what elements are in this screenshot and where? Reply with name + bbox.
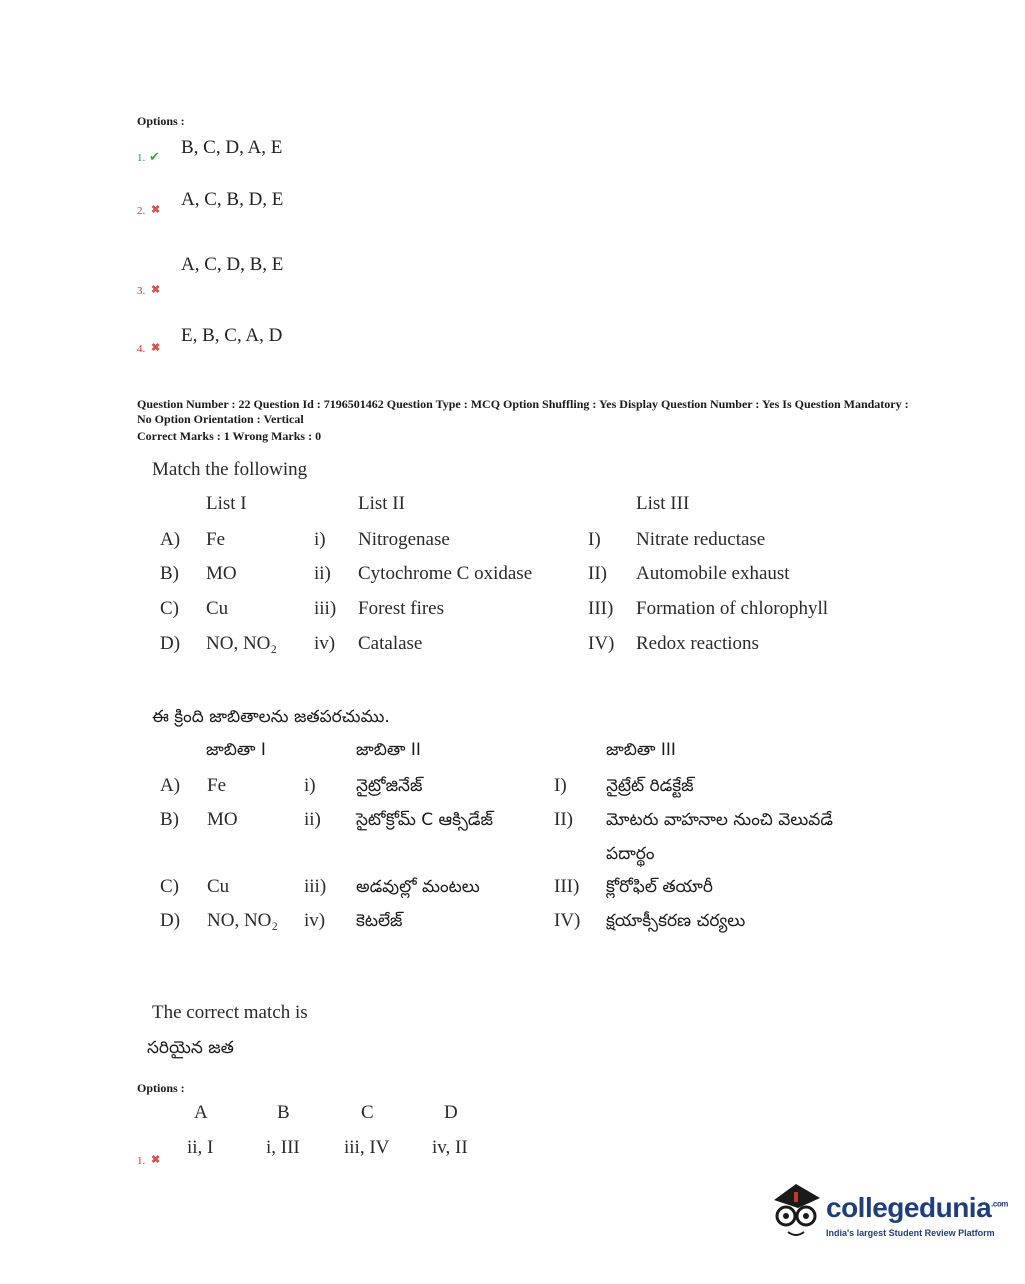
list-header: జాబితా I — [206, 740, 266, 760]
list1-item: MO — [206, 563, 237, 584]
answer-header: A — [194, 1102, 208, 1123]
list1-item: MO — [207, 809, 238, 830]
option-number: 2. — [137, 205, 146, 217]
row-key: D) — [160, 633, 181, 654]
list3-item: క్లోరోఫిల్ తయారీ — [606, 877, 713, 897]
row-key: C) — [160, 876, 179, 897]
list2-item: Cytochrome C oxidase — [358, 563, 533, 584]
option-text: B, C, D, A, E — [181, 137, 283, 158]
row-key: III) — [588, 598, 614, 619]
question-closing-telugu: సరియైన జత — [147, 1038, 234, 1058]
list-header: List I — [206, 493, 247, 514]
row-key: IV) — [588, 633, 615, 654]
row-key: i) — [314, 529, 326, 550]
list2-item: నైట్రోజినేజ్ — [356, 776, 423, 796]
row-key: i) — [304, 775, 316, 796]
list3-item: Automobile exhaust — [636, 563, 790, 584]
list2-item: Nitrogenase — [358, 529, 450, 550]
question-prompt-telugu: ఈ క్రింది జాబితాలను జతపరచుము. — [152, 707, 390, 727]
list1-item: Cu — [206, 598, 229, 619]
row-key: II) — [588, 563, 607, 584]
list3-item: Formation of chlorophyll — [636, 598, 829, 619]
option-number: 1. — [137, 152, 146, 164]
answer-header: C — [361, 1102, 374, 1123]
row-key: I) — [554, 775, 567, 796]
cross-icon: ✖ — [151, 284, 161, 296]
row-key: II) — [554, 809, 573, 830]
list1-item: Fe — [207, 775, 226, 796]
question-marks: Correct Marks : 1 Wrong Marks : 0 — [137, 429, 322, 443]
logo-tagline: India's largest Student Review Platform — [826, 1228, 995, 1238]
list-header: List III — [636, 493, 690, 514]
option-value: iv, II — [432, 1137, 468, 1158]
list1-item: Cu — [207, 876, 230, 897]
cross-icon: ✖ — [151, 342, 161, 354]
list3-item-continued: పదార్థం — [606, 844, 655, 864]
list3-item: నైట్రేట్ రిడక్టేజ్ — [606, 776, 694, 796]
row-key: IV) — [554, 910, 581, 931]
row-key: B) — [160, 563, 179, 584]
list3-item: Redox reactions — [636, 633, 759, 654]
list1-item: NO, NO₂ — [207, 910, 279, 931]
cross-icon: ✖ — [151, 204, 161, 216]
row-key: iv) — [304, 910, 326, 931]
list3-item: Nitrate reductase — [636, 529, 766, 550]
row-key: iii) — [314, 598, 337, 619]
question-meta: Question Number : 22 Question Id : 7196501462 Question Type : MCQ Option Shuffling : Yes Display Question Number : Yes Is Question Mandatory : No Option Orientation : Vertical — [137, 397, 909, 426]
list2-item: Catalase — [358, 633, 423, 654]
option-value: iii, IV — [344, 1137, 390, 1158]
question-closing: The correct match is — [152, 1002, 308, 1023]
option-value: ii, I — [187, 1137, 214, 1158]
row-key: C) — [160, 598, 179, 619]
list-header: List II — [358, 493, 405, 514]
cross-icon: ✖ — [151, 1154, 161, 1166]
option-number: 3. — [137, 285, 146, 297]
logo-brand-text: collegedunia — [826, 1192, 992, 1223]
row-key: iii) — [304, 876, 327, 897]
logo-suffix: .com — [991, 1199, 1008, 1209]
list3-item: మోటరు వాహనాల నుంచి వెలువడే — [606, 810, 833, 830]
answer-header: D — [444, 1102, 458, 1123]
list2-item: కెటలేజ్ — [356, 911, 403, 931]
row-key: I) — [588, 529, 601, 550]
row-key: ii) — [304, 809, 321, 830]
list-header: జాబితా III — [606, 740, 676, 760]
list2-item: Forest fires — [358, 598, 445, 619]
collegedunia-logo — [768, 1178, 1008, 1248]
list1-item: Fe — [206, 529, 225, 550]
row-key: A) — [160, 775, 181, 796]
list3-item: క్షయాక్సీకరణ చర్యలు — [606, 911, 746, 931]
list-header: జాబితా II — [356, 740, 421, 760]
option-text: A, C, D, B, E — [181, 254, 284, 275]
options-label: Options : — [137, 1081, 185, 1095]
list2-item: అడవుల్లో మంటలు — [356, 877, 480, 897]
list2-item: సైటోక్రోమ్ C ఆక్సిడేజ్ — [356, 810, 493, 830]
check-icon: ✔ — [149, 149, 160, 164]
option-text: E, B, C, A, D — [181, 325, 283, 346]
options-label: Options : — [137, 114, 185, 128]
row-key: B) — [160, 809, 179, 830]
question-prompt: Match the following — [152, 459, 308, 480]
row-key: D) — [160, 910, 181, 931]
row-key: A) — [160, 529, 181, 550]
row-key: iv) — [314, 633, 336, 654]
answer-header: B — [277, 1102, 290, 1123]
logo-brand — [826, 1192, 1008, 1224]
option-number: 1. — [137, 1155, 146, 1167]
option-text: A, C, B, D, E — [181, 189, 284, 210]
list1-item: NO, NO₂ — [206, 633, 278, 654]
option-value: i, III — [266, 1137, 300, 1158]
option-number: 4. — [137, 343, 146, 355]
row-key: ii) — [314, 563, 331, 584]
row-key: III) — [554, 876, 580, 897]
mascot-icon — [768, 1178, 826, 1246]
